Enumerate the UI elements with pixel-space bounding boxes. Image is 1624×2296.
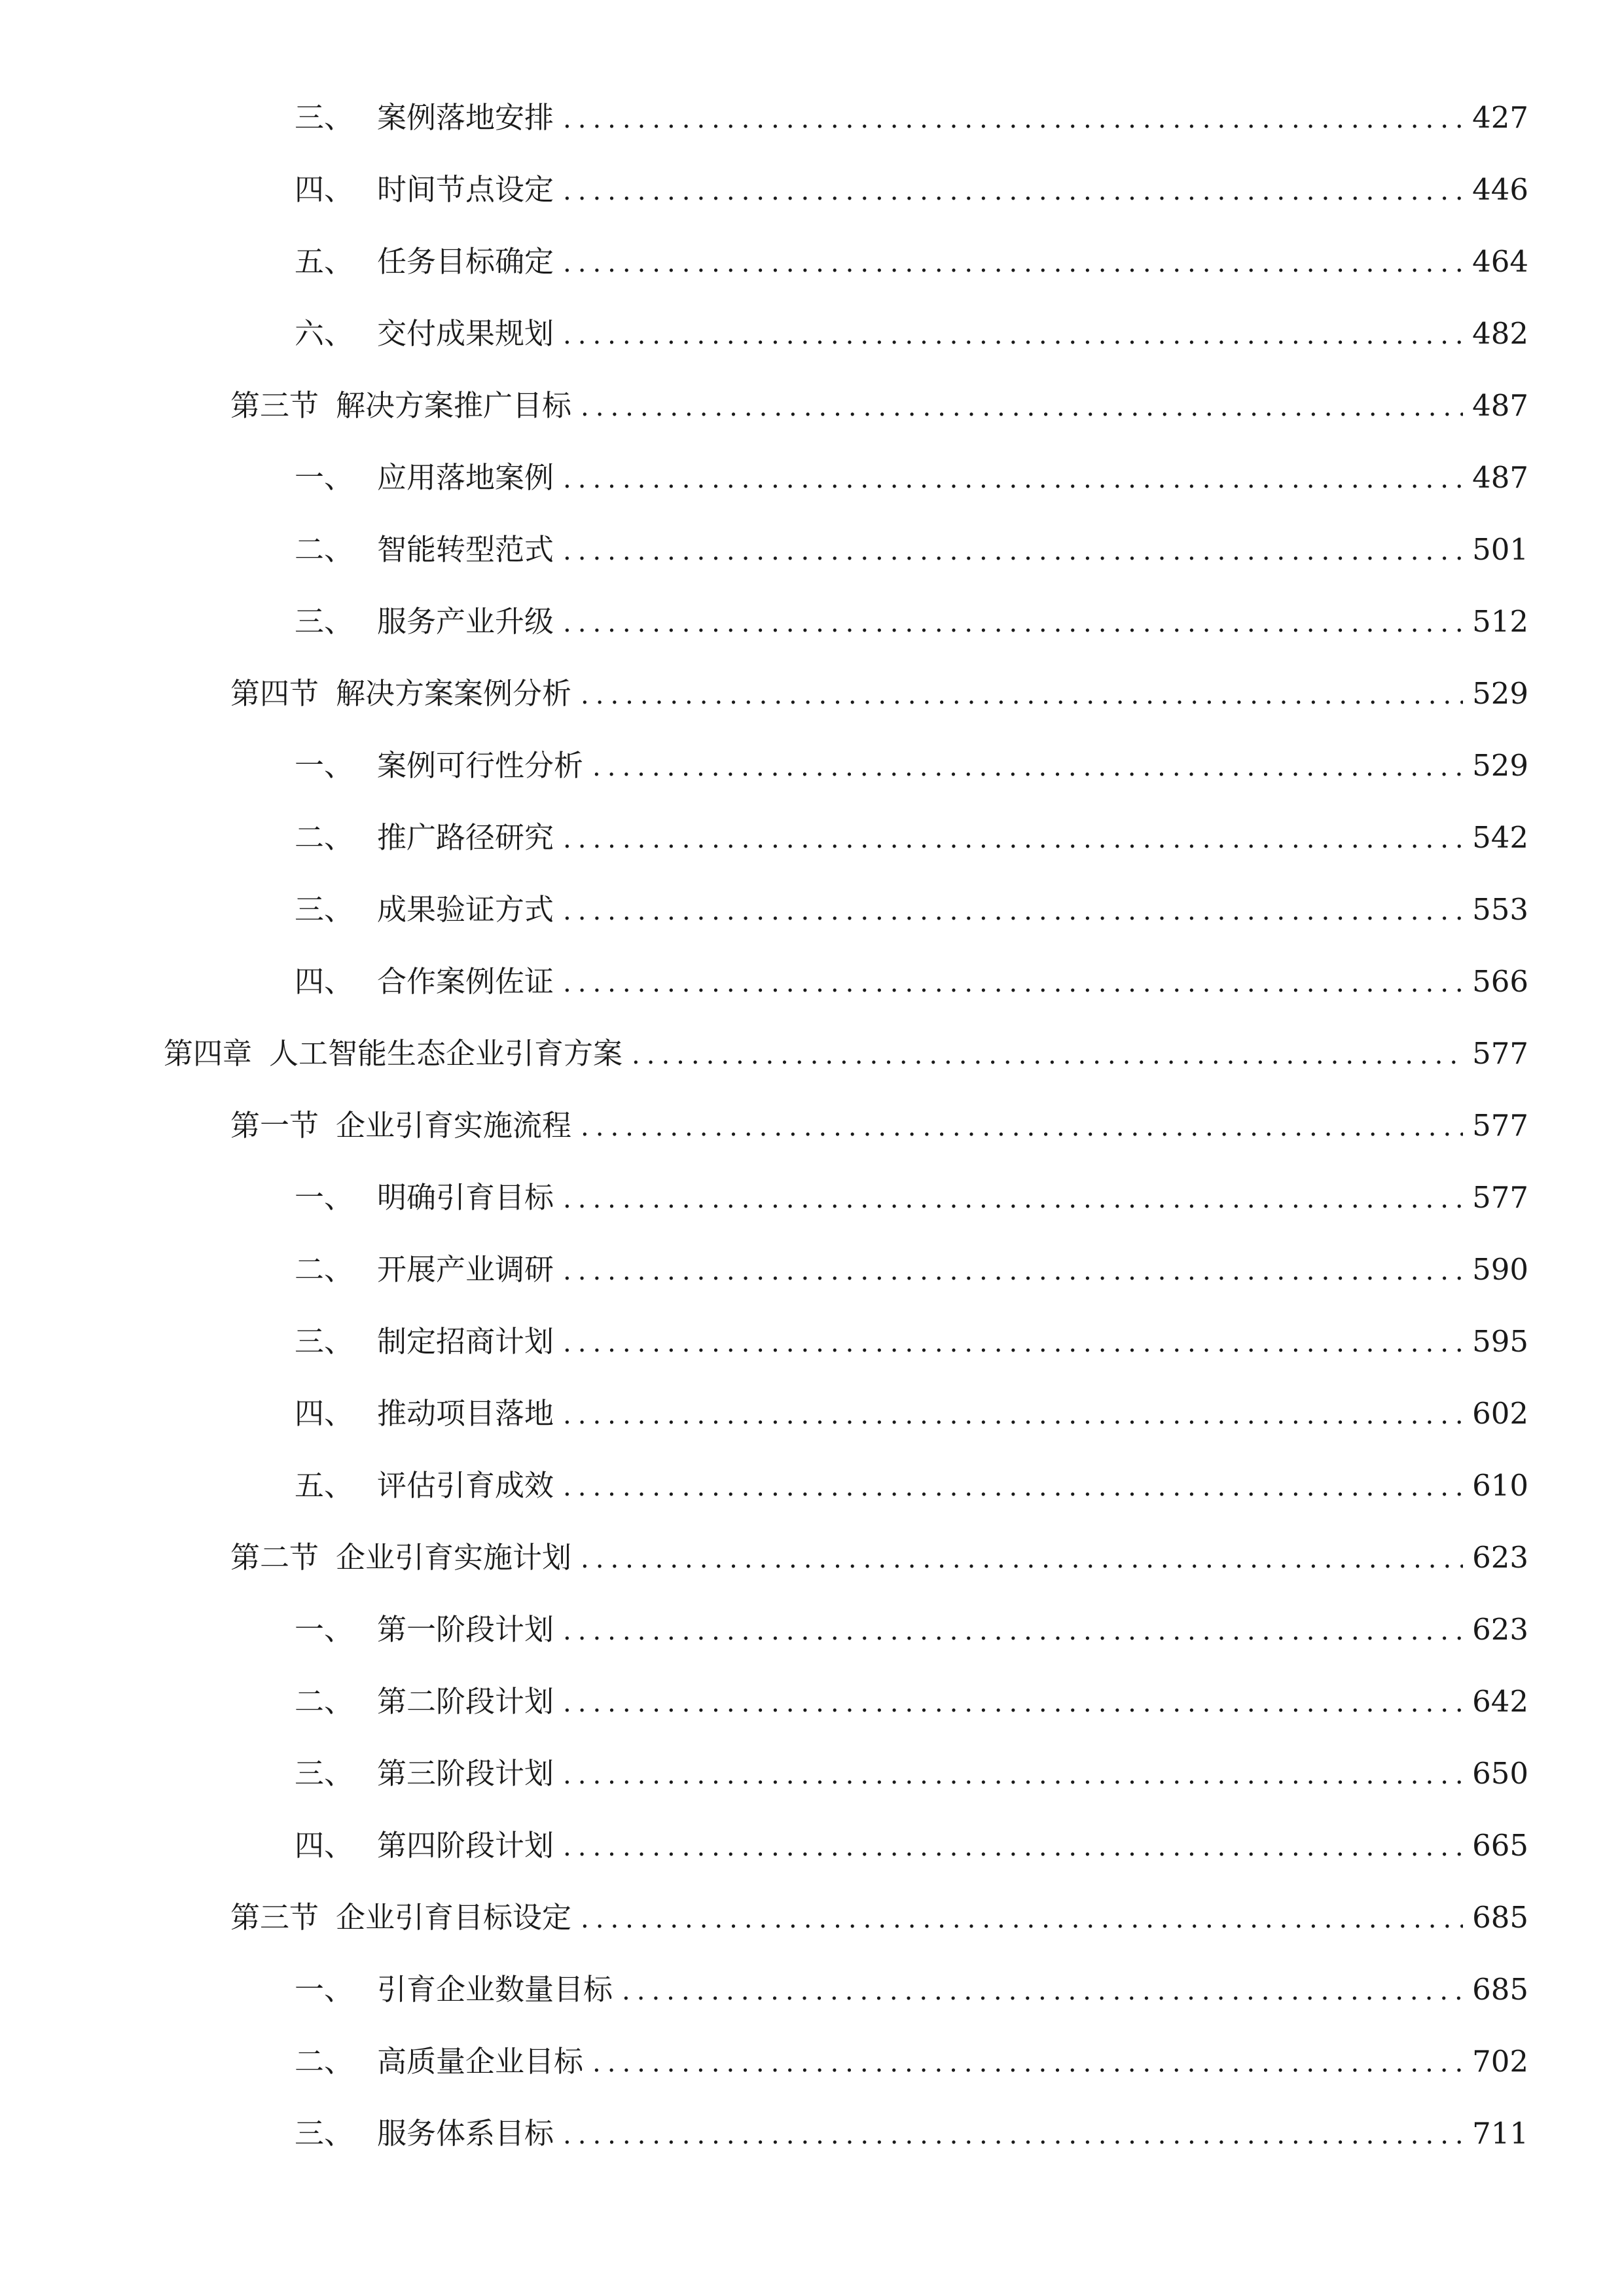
toc-leader-dots xyxy=(563,600,1463,646)
toc-entry-page: 577 xyxy=(1472,1180,1528,1215)
toc-leader-dots xyxy=(563,1248,1463,1294)
toc-leader-dots xyxy=(563,2112,1463,2158)
toc-leader-dots xyxy=(563,1392,1463,1438)
toc-entry[interactable] xyxy=(295,1391,1528,1437)
toc-entry-page: 501 xyxy=(1472,532,1528,567)
toc-leader-dots xyxy=(563,816,1463,862)
toc-entry-number: 第四节 xyxy=(230,676,319,711)
toc-entry-title: 第二阶段计划 xyxy=(377,1684,554,1719)
toc-leader-dots xyxy=(622,1968,1463,2014)
toc-entry-number: 二、 xyxy=(295,2044,354,2079)
toc-entry[interactable] xyxy=(295,455,1528,501)
toc-entry-number: 第二节 xyxy=(230,1540,319,1575)
toc-entry-title: 评估引育成效 xyxy=(377,1468,554,1503)
toc-entry-title: 解决方案案例分析 xyxy=(336,676,572,711)
toc-entry-number: 一、 xyxy=(295,1612,354,1647)
toc-entry-title: 引育企业数量目标 xyxy=(377,1972,613,2007)
toc-leader-dots xyxy=(563,1176,1463,1222)
toc-entry[interactable] xyxy=(295,2111,1528,2157)
toc-entry[interactable] xyxy=(295,311,1528,357)
toc-entry[interactable] xyxy=(295,167,1528,213)
toc-entry-number: 二、 xyxy=(295,1252,354,1287)
toc-entry-page: 685 xyxy=(1472,1972,1528,2007)
toc-entry[interactable] xyxy=(164,1031,1528,1077)
toc-entry-number: 四、 xyxy=(295,172,354,207)
toc-entry-number: 一、 xyxy=(295,460,354,495)
toc-entry-page: 685 xyxy=(1472,1900,1528,1935)
toc-leader-dots xyxy=(563,168,1463,214)
toc-entry-page: 553 xyxy=(1472,892,1528,927)
toc-leader-dots xyxy=(581,672,1463,718)
toc-entry[interactable] xyxy=(295,1823,1528,1869)
toc-entry-title: 企业引育实施流程 xyxy=(336,1108,572,1143)
toc-entry-title: 高质量企业目标 xyxy=(377,2044,584,2079)
toc-leader-dots xyxy=(563,528,1463,574)
toc-entry[interactable] xyxy=(295,599,1528,645)
toc-entry-number: 六、 xyxy=(295,316,354,351)
toc-leader-dots xyxy=(563,456,1463,502)
toc-entry-page: 529 xyxy=(1472,676,1528,711)
toc-entry[interactable] xyxy=(295,887,1528,933)
toc-leader-dots xyxy=(563,1320,1463,1366)
toc-entry-page: 577 xyxy=(1472,1036,1528,1071)
toc-entry-title: 合作案例佐证 xyxy=(377,964,554,999)
toc-entry-number: 四、 xyxy=(295,964,354,999)
toc-entry-title: 成果验证方式 xyxy=(377,892,554,927)
toc-entry-title: 推动项目落地 xyxy=(377,1396,554,1431)
toc-entry[interactable] xyxy=(295,527,1528,573)
toc-entry[interactable] xyxy=(295,1463,1528,1509)
toc-entry-number: 五、 xyxy=(295,1468,354,1503)
toc-entry-page: 665 xyxy=(1472,1828,1528,1863)
toc-entry-page: 487 xyxy=(1472,388,1528,423)
toc-leader-dots xyxy=(563,960,1463,1006)
toc-entry-page: 542 xyxy=(1472,820,1528,855)
toc-entry-page: 610 xyxy=(1472,1468,1528,1503)
toc-entry[interactable] xyxy=(295,1319,1528,1365)
toc-entry-number: 五、 xyxy=(295,244,354,279)
toc-leader-dots xyxy=(581,1536,1463,1582)
toc-entry-page: 590 xyxy=(1472,1252,1528,1287)
toc-leader-dots xyxy=(563,1464,1463,1510)
toc-entry-page: 623 xyxy=(1472,1612,1528,1647)
toc-entry-title: 开展产业调研 xyxy=(377,1252,554,1287)
toc-leader-dots xyxy=(563,312,1463,358)
toc-leader-dots xyxy=(563,1752,1463,1798)
toc-entry-title: 案例落地安排 xyxy=(377,100,554,135)
toc-entry-number: 一、 xyxy=(295,1180,354,1215)
toc-entry-title: 推广路径研究 xyxy=(377,820,554,855)
toc-entry-title: 第一阶段计划 xyxy=(377,1612,554,1647)
toc-entry-number: 第三节 xyxy=(230,1900,319,1935)
toc-leader-dots xyxy=(563,240,1463,286)
toc-entry-title: 明确引育目标 xyxy=(377,1180,554,1215)
toc-entry-title: 交付成果规划 xyxy=(377,316,554,351)
toc-entry-title: 应用落地案例 xyxy=(377,460,554,495)
toc-entry-title: 企业引育目标设定 xyxy=(336,1900,572,1935)
toc-entry-number: 三、 xyxy=(295,1324,354,1359)
toc-entry-title: 制定招商计划 xyxy=(377,1324,554,1359)
toc-entry-number: 三、 xyxy=(295,1756,354,1791)
toc-entry-number: 三、 xyxy=(295,2116,354,2151)
toc-entry[interactable] xyxy=(295,2039,1528,2085)
toc-entry-page: 427 xyxy=(1472,100,1528,135)
toc-entry-title: 人工智能生态企业引育方案 xyxy=(269,1036,623,1071)
toc-leader-dots xyxy=(581,1896,1463,1942)
toc-entry-page: 623 xyxy=(1472,1540,1528,1575)
toc-entry[interactable] xyxy=(230,1103,1528,1149)
toc-entry-page: 464 xyxy=(1472,244,1528,279)
toc-leader-dots xyxy=(563,1608,1463,1654)
toc-entry-page: 711 xyxy=(1472,2116,1528,2151)
toc-entry-number: 四、 xyxy=(295,1396,354,1431)
toc-entry-title: 解决方案推广目标 xyxy=(336,388,572,423)
toc-leader-dots xyxy=(563,96,1463,142)
toc-entry[interactable] xyxy=(230,1535,1528,1581)
toc-leader-dots xyxy=(592,744,1463,790)
toc-entry[interactable] xyxy=(295,1175,1528,1221)
toc-entry-page: 595 xyxy=(1472,1324,1528,1359)
toc-entry-page: 529 xyxy=(1472,748,1528,783)
toc-entry[interactable] xyxy=(295,1751,1528,1797)
toc-entry-title: 任务目标确定 xyxy=(377,244,554,279)
toc-entry[interactable] xyxy=(295,1967,1528,2013)
toc-entry-page: 702 xyxy=(1472,2044,1528,2079)
toc-entry[interactable] xyxy=(295,743,1528,789)
toc-entry-number: 第四章 xyxy=(164,1036,253,1071)
toc-entry[interactable] xyxy=(295,1607,1528,1653)
toc-entry-title: 服务产业升级 xyxy=(377,604,554,639)
toc-leader-dots xyxy=(563,1680,1463,1726)
toc-leader-dots xyxy=(592,2040,1463,2086)
toc-entry-page: 577 xyxy=(1472,1108,1528,1143)
toc-leader-dots xyxy=(632,1032,1463,1078)
toc-entry[interactable] xyxy=(295,239,1528,285)
toc-leader-dots xyxy=(563,1824,1463,1870)
toc-entry-title: 案例可行性分析 xyxy=(377,748,584,783)
toc-entry-page: 446 xyxy=(1472,172,1528,207)
toc-entry-number: 第三节 xyxy=(230,388,319,423)
toc-entry-number: 第一节 xyxy=(230,1108,319,1143)
toc-leader-dots xyxy=(563,888,1463,934)
toc-entry-number: 三、 xyxy=(295,100,354,135)
toc-entry-number: 二、 xyxy=(295,820,354,855)
toc-entry-page: 566 xyxy=(1472,964,1528,999)
toc-entry-title: 企业引育实施计划 xyxy=(336,1540,572,1575)
toc-entry-number: 二、 xyxy=(295,532,354,567)
toc-entry-title: 时间节点设定 xyxy=(377,172,554,207)
toc-entry-page: 512 xyxy=(1472,604,1528,639)
toc-entry-title: 第四阶段计划 xyxy=(377,1828,554,1863)
toc-entry-number: 二、 xyxy=(295,1684,354,1719)
toc-entry[interactable] xyxy=(230,1895,1528,1941)
toc-leader-dots xyxy=(581,1104,1463,1150)
toc-entry[interactable] xyxy=(230,671,1528,717)
toc-entry-title: 智能转型范式 xyxy=(377,532,554,567)
toc-entry-number: 一、 xyxy=(295,748,354,783)
toc-entry[interactable] xyxy=(295,1247,1528,1293)
toc-entry-page: 482 xyxy=(1472,316,1528,351)
toc-entry[interactable] xyxy=(295,815,1528,861)
toc-entry-number: 三、 xyxy=(295,604,354,639)
toc-entry[interactable] xyxy=(230,383,1528,429)
toc-leader-dots xyxy=(581,384,1463,430)
toc-entry[interactable] xyxy=(295,1679,1528,1725)
toc-entry-title: 第三阶段计划 xyxy=(377,1756,554,1791)
toc-entry-title: 服务体系目标 xyxy=(377,2116,554,2151)
toc-entry-page: 602 xyxy=(1472,1396,1528,1431)
toc-entry-page: 487 xyxy=(1472,460,1528,495)
toc-entry-page: 642 xyxy=(1472,1684,1528,1719)
toc-entry-page: 650 xyxy=(1472,1756,1528,1791)
toc-entry-number: 四、 xyxy=(295,1828,354,1863)
toc-entry-number: 三、 xyxy=(295,892,354,927)
toc-entry-number: 一、 xyxy=(295,1972,354,2007)
toc-entry[interactable] xyxy=(295,959,1528,1005)
toc-entry[interactable] xyxy=(295,95,1528,141)
